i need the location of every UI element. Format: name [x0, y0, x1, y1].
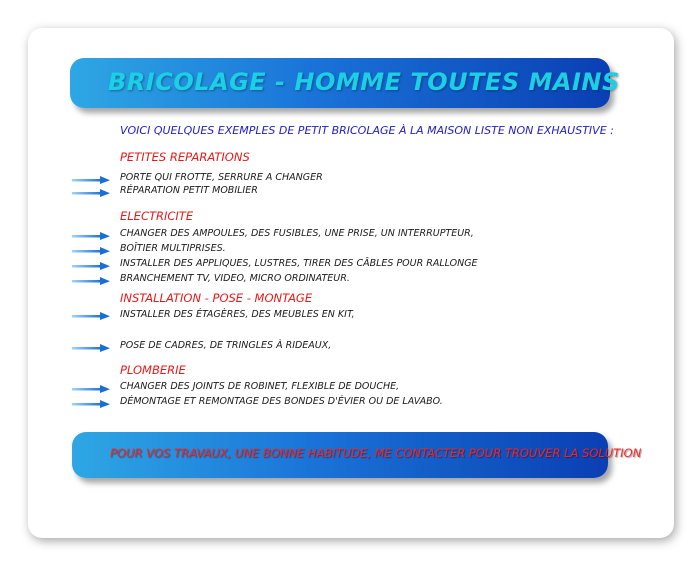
arrow-icon	[72, 400, 110, 408]
list-item: INSTALLER DES APPLIQUES, LUSTRES, TIRER DES CÂBLES POUR RALLONGE	[120, 258, 478, 269]
arrow-icon	[72, 312, 110, 320]
list-item: POSE DE CADRES, DE TRINGLES À RIDEAUX,	[120, 340, 332, 351]
arrow-icon	[72, 176, 110, 184]
footer-banner	[72, 432, 642, 478]
list-item: INSTALLER DES ÉTAGÈRES, DES MEUBLES EN KIT,	[120, 309, 355, 320]
section-title-installation: INSTALLATION - POSE - MONTAGE	[120, 291, 313, 305]
section-title-petites-reparations: PETITES REPARATIONS	[120, 150, 250, 164]
section-title-electricite: ELECTRICITE	[120, 209, 194, 223]
footer-text: POUR VOS TRAVAUX, UNE BONNE HABITUDE, ME CONTACTER POUR TROUVER LA SOLUTION	[110, 446, 642, 460]
page-title: BRICOLAGE - HOMME TOUTES MAINS	[108, 68, 620, 96]
list-item: DÉMONTAGE ET REMONTAGE DES BONDES D'ÉVIER OU DE LAVABO.	[120, 396, 443, 407]
list-item: CHANGER DES AMPOULES, DES FUSIBLES, UNE PRISE, UN INTERRUPTEUR,	[120, 228, 474, 239]
arrow-icon	[72, 277, 110, 285]
list-item: PORTE QUI FROTTE, SERRURE A CHANGER	[120, 172, 323, 183]
title-banner	[70, 58, 620, 108]
section-title-plomberie: PLOMBERIE	[120, 363, 186, 377]
arrow-icon	[72, 344, 110, 352]
arrow-icon	[72, 247, 110, 255]
arrow-icon	[72, 232, 110, 240]
arrow-icon	[72, 262, 110, 270]
arrow-icon	[72, 189, 110, 197]
list-item: RÉPARATION PETIT MOBILIER	[120, 185, 258, 196]
list-item: CHANGER DES JOINTS DE ROBINET, FLEXIBLE DE DOUCHE,	[120, 381, 400, 392]
intro-text: VOICI QUELQUES EXEMPLES DE PETIT BRICOLAGE À LA MAISON LISTE NON EXHAUSTIVE :	[120, 124, 614, 137]
arrow-icon	[72, 385, 110, 393]
list-item: BRANCHEMENT TV, VIDEO, MICRO ORDINATEUR.	[120, 273, 350, 284]
list-item: BOÎTIER MULTIPRISES.	[120, 243, 226, 254]
